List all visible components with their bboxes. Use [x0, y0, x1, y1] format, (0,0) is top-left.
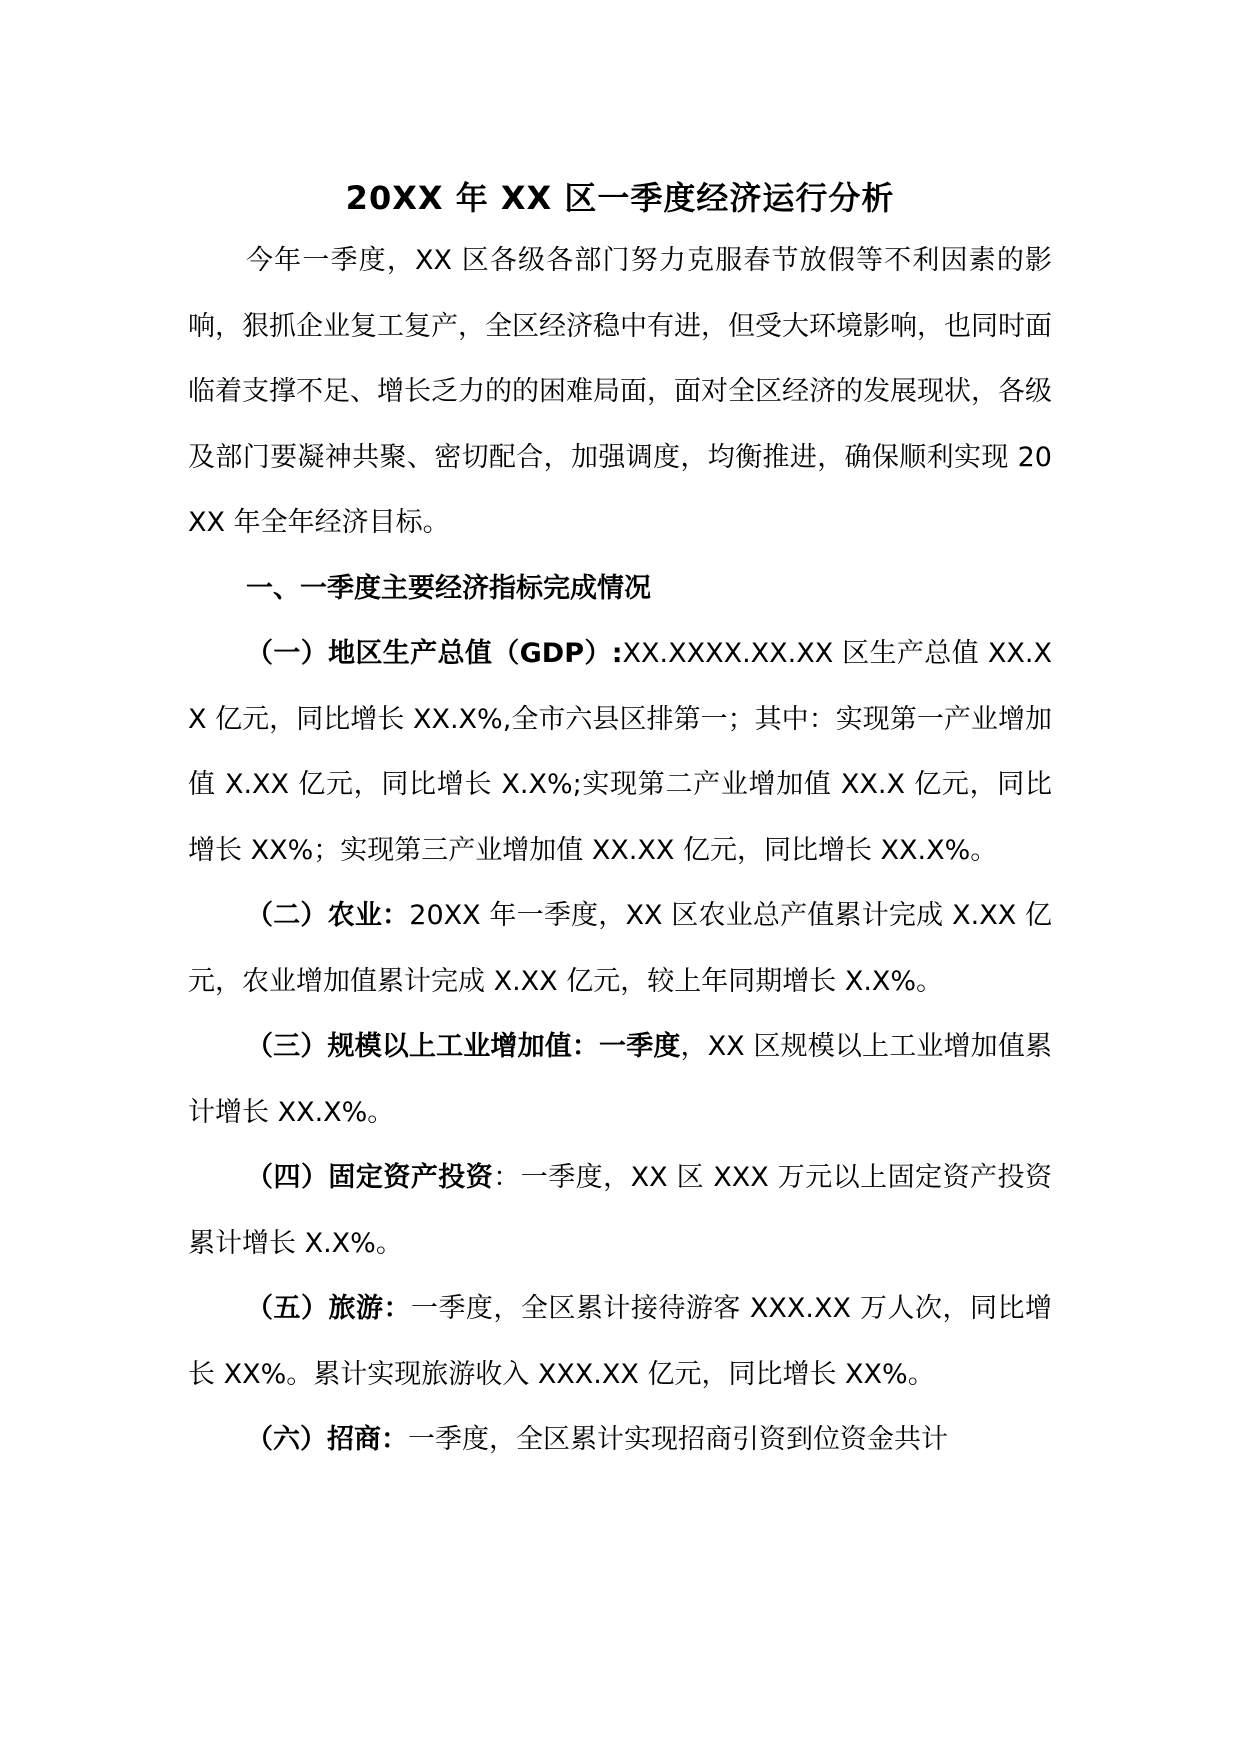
item-body: ：一季度，XX 区 XXX 万元以上固定资产投资累计增长 X.X%。 [188, 1162, 1053, 1259]
item-body: 20XX 年一季度，XX 区农业总产值累计完成 X.XX 亿元，农业增加值累计完成 X.XX 亿元，较上年同期增长 X.X%。 [188, 900, 1053, 997]
item-tourism [188, 1276, 1052, 1407]
section-heading: 一、一季度主要经济指标完成情况 [246, 572, 651, 604]
item-body: 一季度，全区累计实现招商引资到位资金共计 [408, 1424, 948, 1455]
item-investment [188, 1145, 1052, 1276]
item-lead: （二）农业： [246, 900, 410, 931]
item-agriculture [188, 883, 1052, 1014]
item-industry [188, 1014, 1052, 1145]
item-gdp [188, 621, 1052, 883]
item-body: XX.XXXX.XX.XX 区生产总值 XX.XX 亿元，同比增长 XX.X%,全市六县区排第一；其中：实现第一产业增加值 X.XX 亿元，同比增长 X.X%;实现第二产业增加值 XX.X 亿元，同比增长 XX%；实现第三产业增加值 XX.XX 亿元，同比增长 XX.X%。 [188, 638, 1052, 866]
intro-paragraph: 今年一季度，XX 区各级各部门努力克服春节放假等不利因素的影响，狠抓企业复工复产，全区经济稳中有进，但受大环境影响，也同时面临着支撑不足、增长乏力的的困难局面，面对全区经济的发展现状，各级及部门要凝神共聚、密切配合，加强调度，均衡推进，确保顺利实现 20XX 年全年经济目标。 [188, 245, 1052, 538]
item-lead: （六）招商： [246, 1424, 408, 1455]
item-investment-attraction [188, 1407, 1052, 1473]
item-lead: （一）地区生产总值（GDP）: [246, 638, 623, 669]
item-lead: （四）固定资产投资 [246, 1162, 494, 1193]
item-lead: （三）规模以上工业增加值：一季度 [246, 1031, 681, 1062]
item-body: ，XX 区规模以上工业增加值累计增长 XX.X%。 [188, 1031, 1053, 1128]
document-page [188, 170, 1052, 1473]
item-lead: （五）旅游： [246, 1293, 411, 1324]
item-body: 一季度，全区累计接待游客 XXX.XX 万人次，同比增长 XX%。累计实现旅游收入 XXX.XX 亿元，同比增长 XX%。 [188, 1293, 1053, 1390]
document-title: 20XX 年 XX 区一季度经济运行分析 [345, 179, 895, 217]
